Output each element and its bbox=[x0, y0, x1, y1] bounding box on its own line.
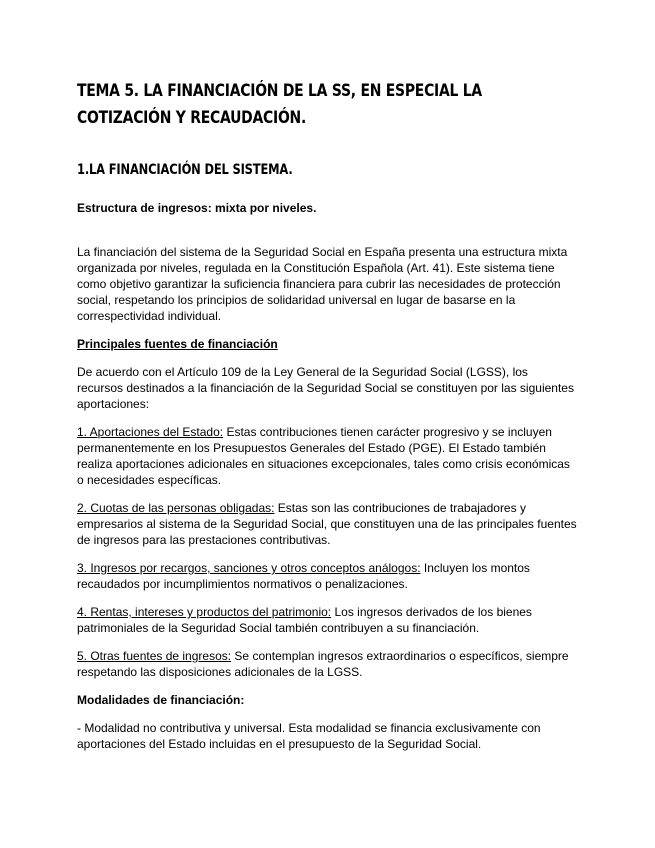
document-body bbox=[77, 200, 577, 752]
sources-intro: De acuerdo con el Artículo 109 de la Ley General de la Seguridad Social (LGSS), los recursos destinados a la financiación de la Seguridad Social se constituyen por las siguientes aportaciones: bbox=[77, 365, 574, 411]
source-text: Estas son las contribuciones de trabajadores y empresarios al sistema de la Seguridad Social, que constituyen una de las principales fuentes de ingresos para las prestaciones contributivas. bbox=[77, 501, 577, 547]
intro-paragraph: La financiación del sistema de la Seguridad Social en España presenta una estructura mixta organizada por niveles, regulada en la Constitución Española (Art. 41). Este sistema tiene como objetivo garantizar la suficiencia financiera para cubrir las necesidades de protección social, respetando los principios de solidaridad universal en lugar de basarse en la correspectividad individual. bbox=[77, 245, 568, 323]
modalities-heading: Modalidades de financiación: bbox=[77, 693, 245, 707]
source-text: Estas contribuciones tienen carácter progresivo y se incluyen permanentemente en los Presupuestos Generales del Estado (PGE). El Estado también realiza aportaciones adicionales en situaciones excepcionales, tales como crisis económicas o necesidades específicas. bbox=[77, 425, 570, 487]
sources-heading: Principales fuentes de financiación bbox=[77, 337, 278, 351]
source-item bbox=[77, 560, 577, 592]
source-label: 2. Cuotas de las personas obligadas: bbox=[77, 501, 275, 515]
source-label: 1. Aportaciones del Estado: bbox=[77, 425, 224, 439]
source-text: Se contemplan ingresos extraordinarios o específicos, siempre respetando las disposiciones adicionales de la LGSS. bbox=[77, 649, 569, 679]
source-text: Los ingresos derivados de los bienes patrimoniales de la Seguridad Social también contribuyen a su financiación. bbox=[77, 605, 532, 635]
structure-heading: Estructura de ingresos: mixta por niveles. bbox=[77, 201, 317, 215]
section-title: 1.LA FINANCIACIÓN DEL SISTEMA. bbox=[77, 162, 293, 178]
document-title: TEMA 5. LA FINANCIACIÓN DE LA SS, EN ESPECIAL LA COTIZACIÓN Y RECAUDACIÓN. bbox=[77, 81, 482, 128]
source-label: 3. Ingresos por recargos, sanciones y otros conceptos análogos: bbox=[77, 561, 421, 575]
source-label: 5. Otras fuentes de ingresos: bbox=[77, 649, 232, 663]
source-label: 4. Rentas, intereses y productos del patrimonio: bbox=[77, 605, 332, 619]
source-item bbox=[77, 648, 577, 680]
modalities-paragraph: - Modalidad no contributiva y universal. Esta modalidad se financia exclusivamente con aportaciones del Estado incluidas en el presupuesto de la Seguridad Social. bbox=[77, 721, 541, 751]
source-item bbox=[77, 424, 577, 488]
source-text: Incluyen los montos recaudados por incumplimientos normativos o penalizaciones. bbox=[77, 561, 530, 591]
source-item bbox=[77, 500, 577, 548]
source-item bbox=[77, 604, 577, 636]
